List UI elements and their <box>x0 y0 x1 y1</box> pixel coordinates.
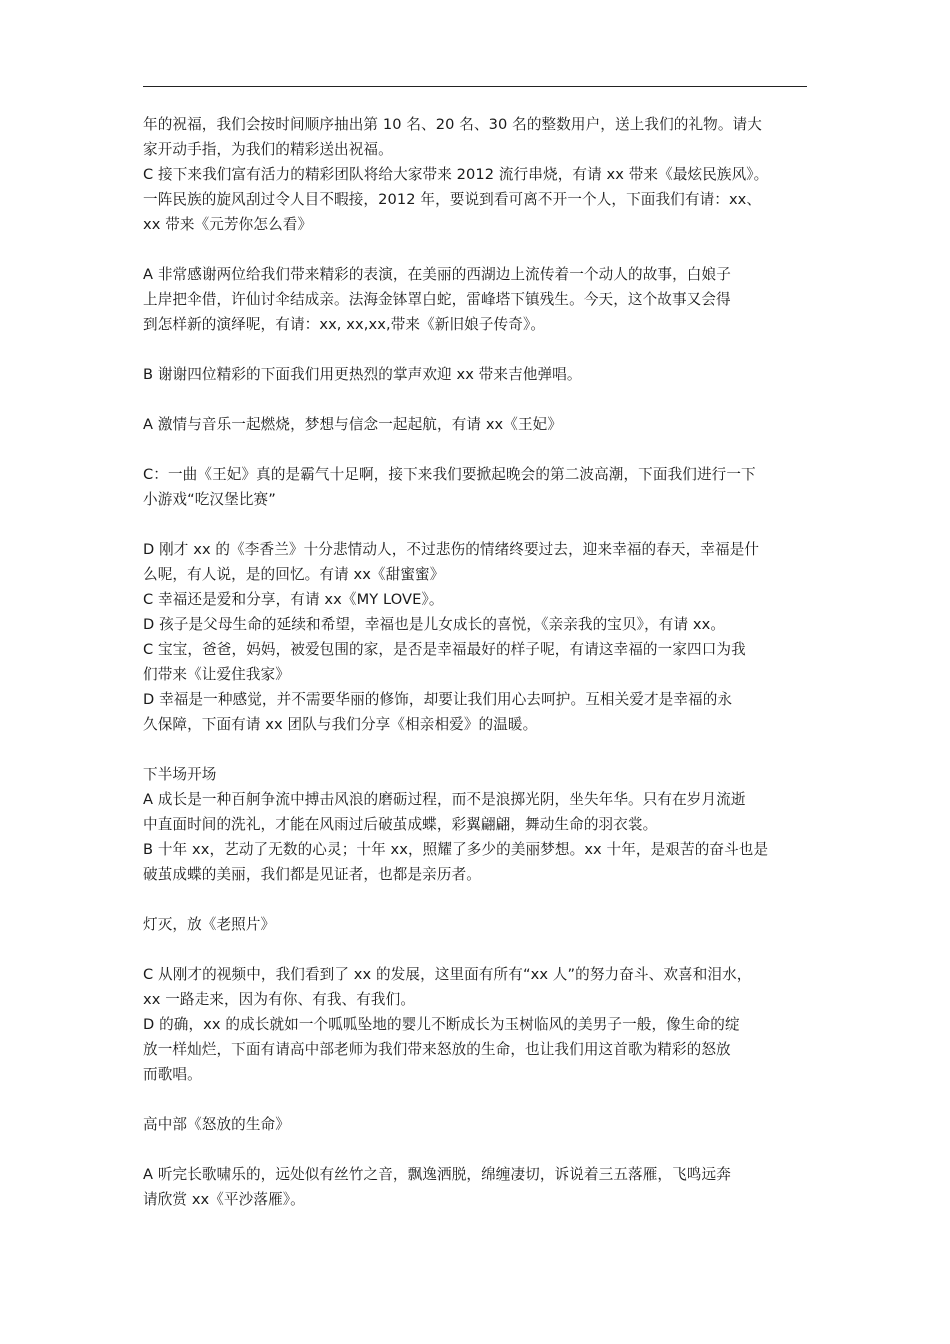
text-line: C：一曲《王妃》真的是霸气十足啊，接下来我们要掀起晚会的第二波高潮，下面我们进行一下 <box>143 466 756 483</box>
document-body <box>143 112 811 1212</box>
text-line: xx 带来《元芳你怎么看》 <box>143 216 313 233</box>
text-line: 而歌唱。 <box>143 1066 202 1083</box>
text-line: 小游戏“吃汉堡比赛” <box>143 491 276 508</box>
text-line: xx 一路走来，因为有你、有我、有我们。 <box>143 991 416 1008</box>
text-line: 高中部《怒放的生命》 <box>143 1116 290 1133</box>
text-line: A 非常感谢两位给我们带来精彩的表演，在美丽的西湖边上流传着一个动人的故事，白娘子 <box>143 266 731 283</box>
blank-line <box>143 237 811 262</box>
text-line: 们带来《让爱住我家》 <box>143 666 290 683</box>
header-rule <box>143 86 807 87</box>
blank-line <box>143 337 811 362</box>
text-line: 上岸把伞借，许仙讨伞结成亲。法海金钵罩白蛇，雷峰塔下镇残生。今天，这个故事又会得 <box>143 291 731 308</box>
text-line: C 宝宝，爸爸，妈妈，被爱包围的家，是否是幸福最好的样子呢，有请这幸福的一家四口为我 <box>143 641 746 658</box>
text-line: 到怎样新的演绎呢，有请：xx, xx,xx,带来《新旧娘子传奇》。 <box>143 316 546 333</box>
text-line: 久保障，下面有请 xx 团队与我们分享《相亲相爱》的温暖。 <box>143 716 538 733</box>
text-line: B 十年 xx，艺动了无数的心灵；十年 xx，照耀了多少的美丽梦想。xx 十年，是艰苦的奋斗也是 <box>143 841 769 858</box>
blank-line <box>143 512 811 537</box>
text-line: 家开动手指，为我们的精彩送出祝福。 <box>143 141 393 158</box>
blank-line <box>143 387 811 412</box>
text-line: 灯灭，放《老照片》 <box>143 916 276 933</box>
text-line: A 激情与音乐一起燃烧，梦想与信念一起起航，有请 xx《王妃》 <box>143 416 563 433</box>
text-line: 么呢，有人说，是的回忆。有请 xx《甜蜜蜜》 <box>143 566 445 583</box>
text-line: A 成长是一种百舸争流中搏击风浪的磨砺过程，而不是浪掷光阴，坐失年华。只有在岁月流逝 <box>143 791 746 808</box>
text-line: 中直面时间的洗礼，才能在风雨过后破茧成蝶，彩翼翩翩，舞动生命的羽衣裳。 <box>143 816 658 833</box>
text-line: 一阵民族的旋风刮过令人目不暇接，2012 年，要说到看可离不开一个人，下面我们有请：xx、 <box>143 191 762 208</box>
text-line: 放一样灿烂，下面有请高中部老师为我们带来怒放的生命，也让我们用这首歌为精彩的怒放 <box>143 1041 731 1058</box>
text-line: D 孩子是父母生命的延续和希望，幸福也是儿女成长的喜悦，《亲亲我的宝贝》，有请 xx。 <box>143 616 726 633</box>
blank-line <box>143 1087 811 1112</box>
text-line: 破茧成蝶的美丽，我们都是见证者，也都是亲历者。 <box>143 866 481 883</box>
text-line: B 谢谢四位精彩的下面我们用更热烈的掌声欢迎 xx 带来吉他弹唱。 <box>143 366 582 383</box>
blank-line <box>143 937 811 962</box>
text-line: 下半场开场 <box>143 766 217 783</box>
text-line: C 接下来我们富有活力的精彩团队将给大家带来 2012 流行串烧，有请 xx 带来《最炫民族风》。 <box>143 166 769 183</box>
text-line: C 从刚才的视频中，我们看到了 xx 的发展，这里面有所有“xx 人”的努力奋斗、欢喜和泪水， <box>143 966 752 983</box>
text-line: D 的确，xx 的成长就如一个呱呱坠地的婴儿不断成长为玉树临风的美男子一般，像生命的绽 <box>143 1016 740 1033</box>
text-line: A 听完长歌啸乐的，远处似有丝竹之音，飘逸洒脱，绵缠凄切，诉说着三五落雁，飞鸣远奔 <box>143 1166 731 1183</box>
blank-line <box>143 737 811 762</box>
text-line: 请欣赏 xx《平沙落雁》。 <box>143 1191 305 1208</box>
blank-line <box>143 887 811 912</box>
text-line: D 刚才 xx 的《李香兰》十分悲情动人，不过悲伤的情绪终要过去，迎来幸福的春天，幸福是什 <box>143 541 760 558</box>
text-line: D 幸福是一种感觉，并不需要华丽的修饰，却要让我们用心去呵护。互相关爱才是幸福的永 <box>143 691 733 708</box>
blank-line <box>143 437 811 462</box>
blank-line <box>143 1137 811 1162</box>
text-line: 年的祝福，我们会按时间顺序抽出第 10 名、20 名、30 名的整数用户，送上我们的礼物。请大 <box>143 116 762 133</box>
text-line: C 幸福还是爱和分享，有请 xx《MY LOVE》。 <box>143 591 444 608</box>
